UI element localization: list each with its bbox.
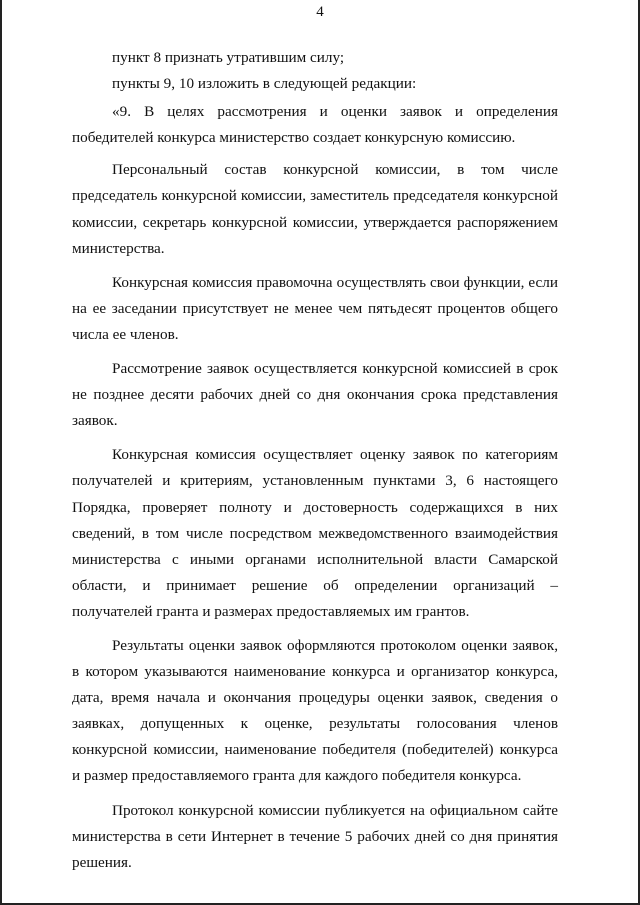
document-body xyxy=(72,45,558,876)
paragraph: пункт 8 признать утратившим силу; xyxy=(112,49,345,66)
paragraph: пункты 9, 10 изложить в следующей редакции: xyxy=(112,75,417,93)
page-number: 4 xyxy=(316,4,324,20)
scan-border-left xyxy=(0,0,2,905)
paragraph: Персональный состав конкурсной комиссии, в том числе председатель конкурсной комиссии, заместитель председателя конкурсной комиссии, секретарь конкурсной комиссии, утверждается распоряжением министерства. xyxy=(72,161,558,257)
paragraph: Конкурсная комиссия осуществляет оценку заявок по категориям получателей и критериям, установленным пунктами 3, 6 настоящего Порядка, проверяет полноту и достоверность содержащихся в них сведений, в том числе посредством межведомственного взаимодействия министерства с иными органами исполнительной власти Самарской области, и принимает решение об определении организаций – получателей гранта и размерах предоставляемых им грантов. xyxy=(72,446,558,620)
paragraph: Рассмотрение заявок осуществляется конкурсной комиссией в срок не позднее десяти рабочих дней со дня окончания срока представления заявок. xyxy=(72,360,558,430)
paragraph: «9. В целях рассмотрения и оценки заявок и определения победителей конкурса министерство создает конкурсную комиссию. xyxy=(72,103,558,147)
paragraph: Конкурсная комиссия правомочна осуществлять свои функции, если на ее заседании присутствует не менее чем пятьдесят процентов общего числа ее членов. xyxy=(72,273,558,343)
paragraph: Протокол конкурсной комиссии публикуется на официальном сайте министерства в сети Интернет в течение 5 рабочих дней со дня принятия решения. xyxy=(72,801,558,871)
paragraph: Результаты оценки заявок оформляются протоколом оценки заявок, в котором указываются наименование конкурса и организатор конкурса, дата, время начала и окончания процедуры оценки заявок, сведения о заявках, допущенных к оценке, результаты голосования членов конкурсной комиссии, наименование победителя (победителей) конкурса и размер предоставляемого гранта для каждого победителя конкурса. xyxy=(72,636,558,785)
